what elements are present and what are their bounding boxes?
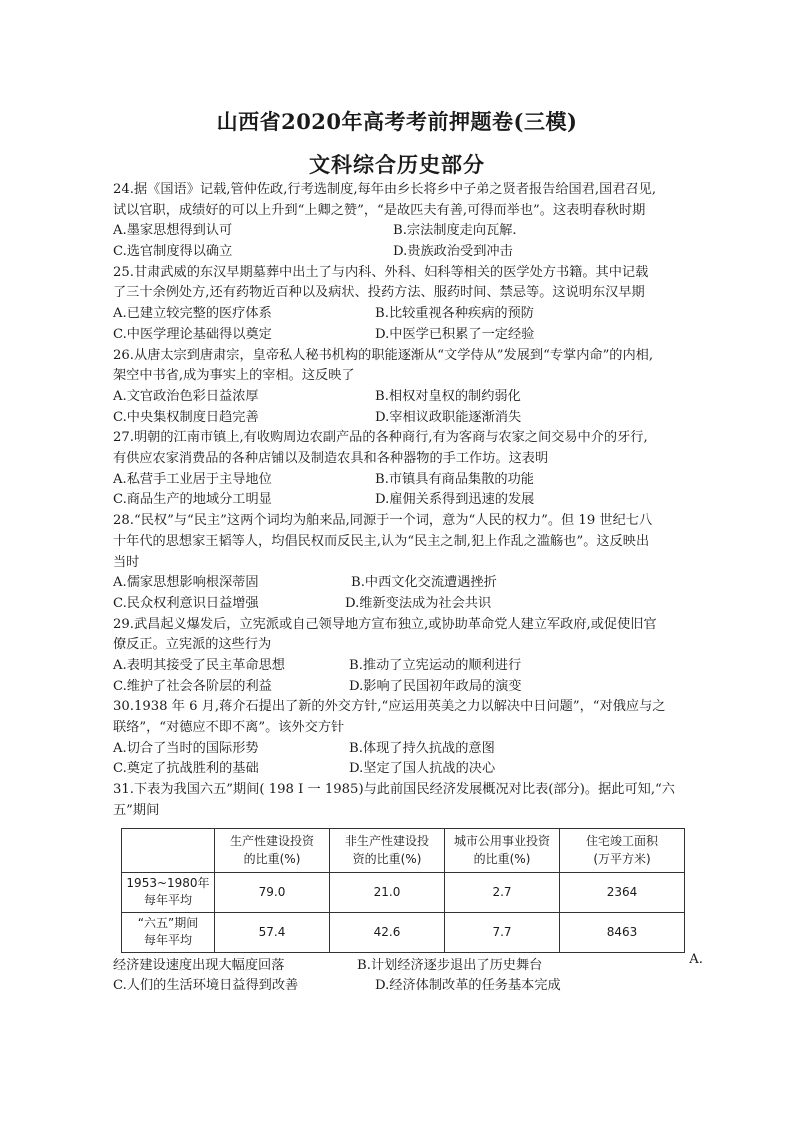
option-b[interactable]: B.体现了持久抗战的意图 [349,740,495,756]
option-row [113,976,685,997]
table-value-cell: 8463 [560,912,685,952]
option-a[interactable]: A.文官政治色彩日益浓厚 [113,388,259,404]
question-stem-line: 28.“民权”与“民主”这两个词均为舶来品,同源于一个词，意为“人民的权力”。但 19 世纪七八 [113,513,653,529]
option-row [113,956,685,977]
question [113,346,685,429]
option-b[interactable]: B.市镇具有商品集散的功能 [375,471,534,487]
option-d[interactable]: D.维新变法成为社会共识 [345,595,492,611]
option-d[interactable]: D.宰相议政职能逐渐消失 [375,409,522,425]
question [113,428,685,511]
option-a[interactable]: A.墨家思想得到认可 [113,223,233,239]
question [113,263,685,346]
option-row [113,387,685,408]
table-header-cell [122,828,215,872]
option-a[interactable]: A.表明其接受了民主革命思想 [113,658,285,674]
option-row [113,759,685,780]
option-row [113,242,685,263]
option-b[interactable]: B.比较重视各种疾病的预防 [375,306,534,322]
question-stem-line: 27.明朝的江南市镇上,有收购周边农副产品的各种商行,有为客商与农家之间交易中介的牙行, [113,430,648,446]
row-label-text: 每年平均 [143,893,192,908]
option-b[interactable]: B.计划经济逐步退出了历史舞台 [357,957,543,973]
row-label-text: “六五”期间 [137,916,199,931]
option-c[interactable]: C.维护了社会各阶层的利益 [113,678,272,694]
question-stem-line: 僚反正。立宪派的这些行为 [113,637,272,653]
header-text: 住宅竣工面积 [585,834,658,849]
option-row [113,325,685,346]
option-row [113,677,685,698]
economy-comparison-table [121,828,685,953]
option-row [113,656,685,677]
table-header-cell [330,828,445,872]
option-a-letter[interactable]: A. [689,951,703,967]
page-title: 山西省2020年高考考前押题卷(三模) [216,109,578,134]
option-b[interactable]: B.推动了立宪运动的顺利进行 [349,658,522,674]
option-b[interactable]: B.宗法制度走向瓦解. [393,223,517,239]
row-label-text: 1953~1980年 [126,876,210,891]
table-value-cell: 42.6 [330,912,445,952]
option-d[interactable]: D.雇佣关系得到迅速的发展 [375,492,535,508]
table-value-cell: 79.0 [215,872,330,912]
table-value-cell: 7.7 [445,912,560,952]
question [113,615,685,698]
header-text: (万平方米) [593,852,651,867]
header-text: 城市公用事业投资 [453,834,550,849]
question-stem-line: 29.武昌起义爆发后，立宪派或自己领导地方宣布独立,或协助革命党人建立军政府,或促使旧官 [113,616,657,632]
option-d[interactable]: D.贵族政治受到冲击 [393,244,513,260]
question [113,180,685,263]
option-b[interactable]: B.中西文化交流遭遇挫折 [351,575,497,591]
row-label-cell [122,872,215,912]
question-stem-line: 联络”，“对德应不即不离”。该外交方针 [113,720,345,736]
option-c[interactable]: C.选官制度得以确立 [113,244,233,260]
page-subtitle: 文科综合历史部分 [309,152,485,177]
question-stem-line: 五”期间 [113,802,160,818]
header-text: 的比重(%) [473,852,531,867]
question-stem-line: 31.下表为我国六五”期间( 198 I 一 1985)与此前国民经济发展概况对比表(部分)。据此可知,“六 [113,782,675,798]
header-text: 的比重(%) [243,852,301,867]
table-header-cell [445,828,560,872]
option-row [113,470,685,491]
option-d[interactable]: D.影响了民国初年政局的演变 [349,678,522,694]
option-c[interactable]: C.民众权利意识日益增强 [113,595,259,611]
option-row [113,739,685,760]
table-header-row [122,828,685,872]
question-stem-line: 26.从唐太宗到唐肃宗，皇帝私人秘书机构的职能逐渐从“文学侍从”发展到“专掌内命”的内相, [113,347,654,363]
header-text: 生产性建设投资 [229,834,314,849]
option-d[interactable]: D.中医学已积累了一定经验 [375,326,535,342]
option-row [113,594,685,615]
option-c[interactable]: C.商品生产的地域分工明显 [113,492,272,508]
option-b[interactable]: B.相权对皇权的制约弱化 [375,388,521,404]
option-c[interactable]: C.奠定了抗战胜利的基础 [113,761,259,777]
question [113,511,685,614]
question-list [113,180,703,997]
option-a[interactable]: A.儒家思想影响根深蒂固 [113,575,259,591]
table-value-cell: 21.0 [330,872,445,912]
option-row [113,221,685,242]
question-stem-line: 25.甘肃武威的东汉早期墓葬中出土了与内科、外科、妇科等相关的医学处方书籍。其中记载 [113,264,649,280]
option-d[interactable]: D.经济体制改革的任务基本完成 [375,978,561,994]
table-value-cell: 57.4 [215,912,330,952]
header-text: 资的比重(%) [352,852,422,867]
question-31 [113,780,703,997]
header-text: 非生产性建设投 [344,834,429,849]
row-label-cell [122,912,215,952]
question-stem-line: 架空中书省,成为事实上的宰相。这反映了 [113,368,355,384]
option-row [113,304,685,325]
table-header-cell [560,828,685,872]
table-row [122,872,685,912]
question-stem-line: 24.据《国语》记载,管仲佐政,行考选制度,每年由乡长将乡中子弟之贤者报告给国君,国君召见, [113,182,657,197]
option-c[interactable]: C.人们的生活环境日益得到改善 [113,978,299,994]
question-stem-line: 十年代的思想家王韬等人，均倡民权而反民主,认为“民主之制,犯上作乱之滥觞也”。这反映出 [113,533,650,549]
question-stem-line: 试以官职，成绩好的可以上升到“上卿之赞”，“是故匹夫有善,可得而举也”。这表明春秋时期 [113,202,646,218]
option-c[interactable]: C.中央集权制度日趋完善 [113,409,259,425]
question-stem-line: 有供应农家消费品的各种店铺以及制造农具和各种器物的手工作坊。这表明 [113,451,549,467]
option-a[interactable]: A.私营手工业居于主导地位 [113,471,272,487]
question-stem-line: 30.1938 年 6 月,蒋介石提出了新的外交方针,“应运用英美之力以解决中日问题”，“对俄应与之 [113,699,666,715]
option-c[interactable]: C.中医学理论基础得以奠定 [113,326,272,342]
option-row [113,490,685,511]
option-a[interactable]: A.切合了当时的国际形势 [113,740,259,756]
option-d[interactable]: D.坚定了国人抗战的决心 [349,761,496,777]
table-value-cell: 2.7 [445,872,560,912]
question-stem-line: 当时 [113,554,140,570]
question [113,697,685,780]
table-value-cell: 2364 [560,872,685,912]
option-a-text[interactable]: 经济建设速度出现大幅度回落 [113,957,285,973]
table-row [122,912,685,952]
row-label-text: 每年平均 [143,933,192,948]
table-header-cell [215,828,330,872]
option-row [113,573,685,594]
question-stem-line: 了三十余例处方,还有药物近百种以及病状、投药方法、服药时间、禁忌等。这说明东汉早期 [113,285,645,301]
option-a[interactable]: A.已建立较完整的医疗体系 [113,306,272,322]
option-row [113,408,685,429]
